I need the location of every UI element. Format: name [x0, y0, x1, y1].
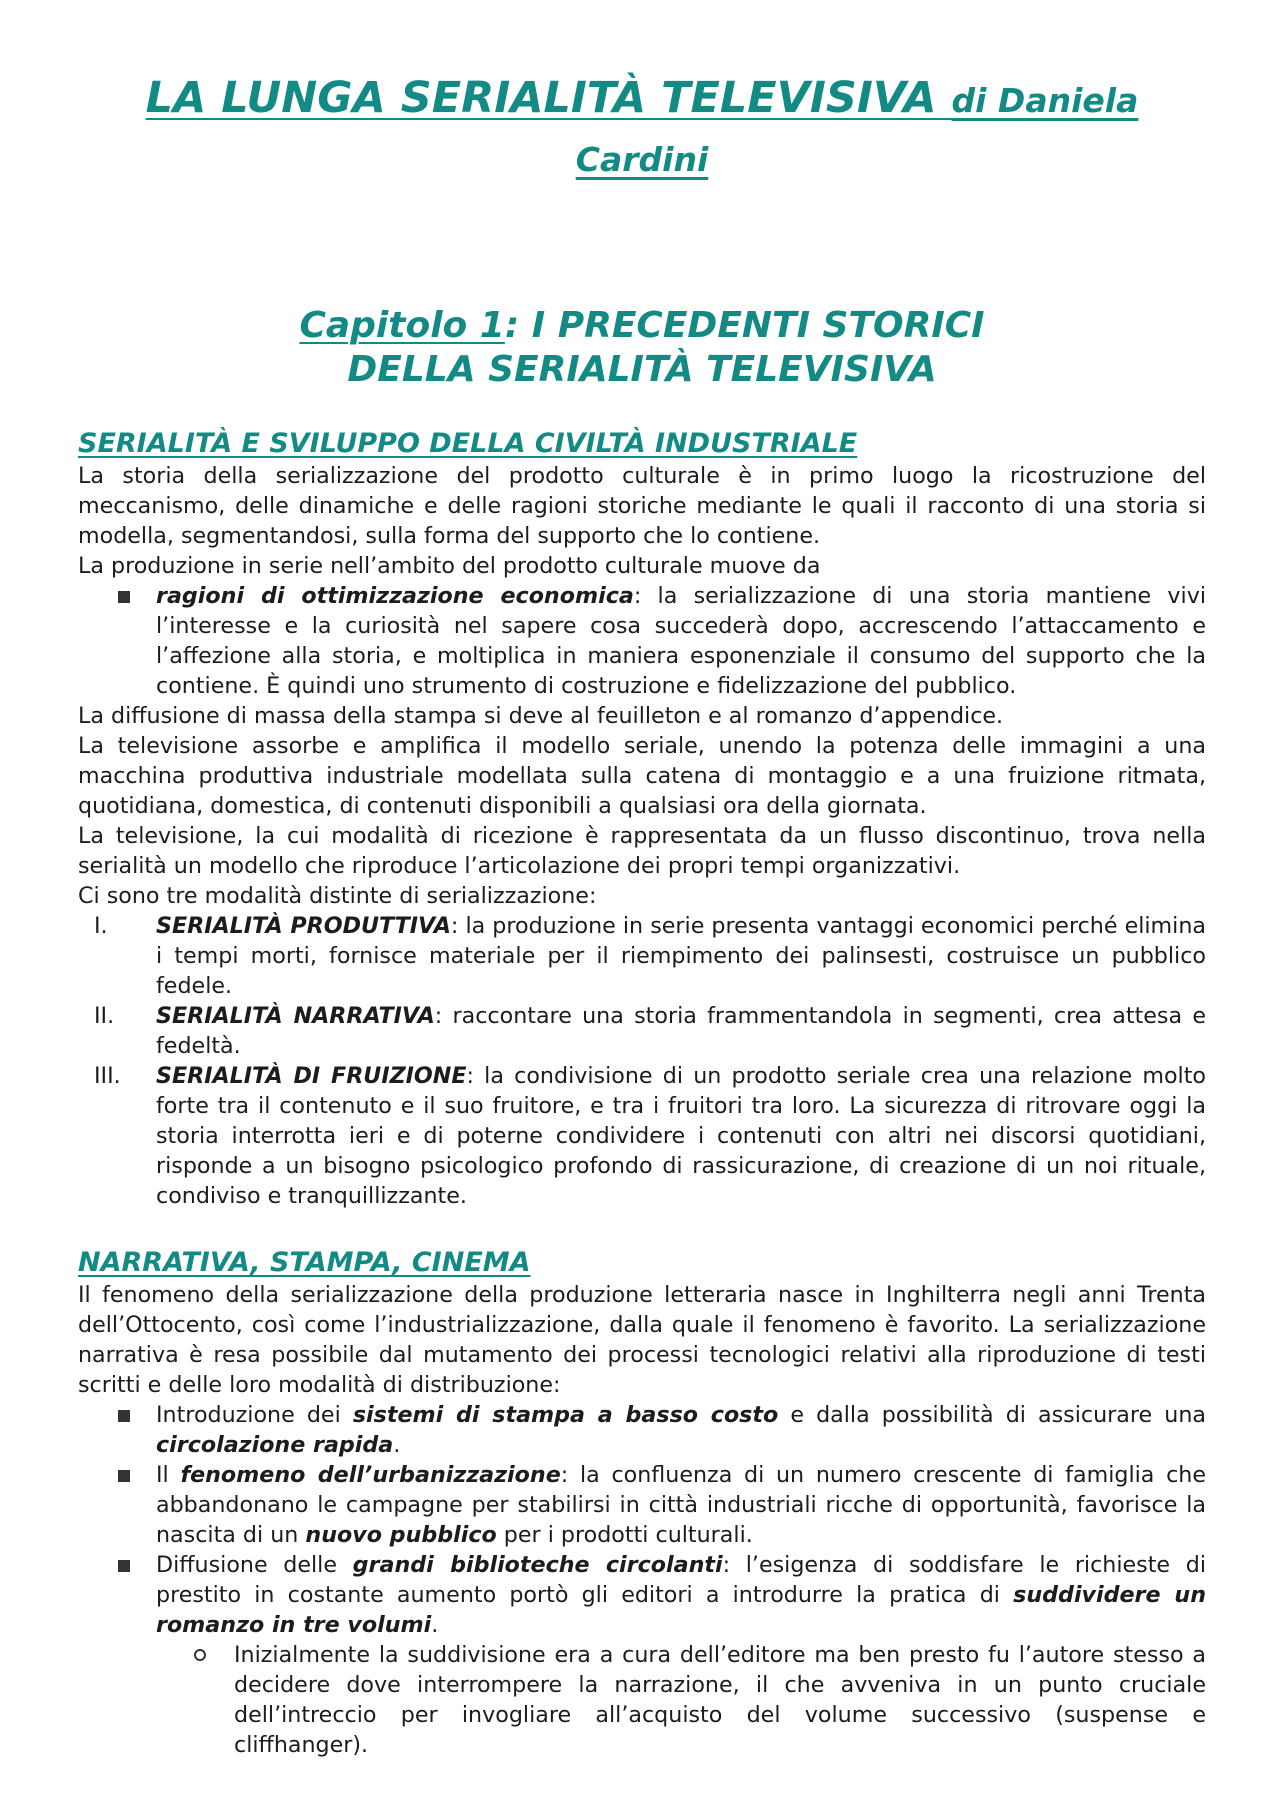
- section-heading-narrative: NARRATIVA, STAMPA, CINEMA: [78, 1247, 531, 1278]
- title-author: di Daniela Cardini: [575, 81, 1139, 179]
- list-item-text: : raccontare una storia frammentandola in segmenti, crea attesa e fedeltà.: [156, 1003, 1206, 1059]
- emphasis: ragioni di ottimizzazione economica: [156, 583, 634, 609]
- list-item: [94, 1061, 1206, 1211]
- list-item: [94, 911, 1206, 1001]
- list-item-text: Diffusione delle: [156, 1552, 353, 1578]
- list-item: [156, 1400, 1206, 1460]
- list-item-text: per i prodotti culturali.: [496, 1522, 753, 1548]
- chapter-title-line1: I PRECEDENTI STORICI: [531, 305, 985, 346]
- sub-list-item: Inizialmente la suddivisione era a cura dell’editore ma ben presto fu l’autore stesso a decidere dove interrompere la narrazione, il che avveniva in un punto cruciale dell’intreccio per invogliare all’acquisto del volume successivo (suspense e cliffhanger).: [234, 1642, 1206, 1758]
- chapter-label: Capitolo 1: [299, 305, 505, 346]
- emphasis: circolazione rapida: [156, 1432, 394, 1458]
- title-main: LA LUNGA SERIALITÀ TELEVISIVA: [145, 73, 937, 123]
- list-item-text: : la serializzazione di una storia mantiene vivi l’interesse e la curiosità nel sapere cosa succederà dopo, accrescendo l’attaccamento e l’affezione alla storia, e moltiplica in maniera esponenziale il consumo del supporto che la contiene. È quindi uno strumento di costruzione e fidelizzazione del pubblico.: [156, 583, 1206, 699]
- emphasis: SERIALITÀ DI FRUIZIONE: [156, 1063, 467, 1089]
- document-title: [78, 70, 1206, 188]
- list-item-text: : la produzione in serie presenta vantaggi economici perché elimina i tempi morti, fornisce materiale per il riempimento dei palinsesti, costruisce un pubblico fedele.: [156, 913, 1206, 999]
- section-heading-seriality: SERIALITÀ E SVILUPPO DELLA CIVILTÀ INDUSTRIALE: [78, 428, 858, 459]
- bullet-list: [78, 581, 1206, 701]
- list-number: II.: [94, 1003, 115, 1029]
- paragraph: La televisione, la cui modalità di ricezione è rappresentata da un flusso discontinuo, trova nella serialità un modello che riproduce l’articolazione dei propri tempi organizzativi.: [78, 823, 1206, 879]
- emphasis: sistemi di stampa a basso costo: [352, 1402, 779, 1428]
- emphasis: SERIALITÀ NARRATIVA: [156, 1003, 435, 1029]
- list-item-text: : la confluenza di un numero crescente di famiglia che abbandonano le campagne per stabilirsi in città industriali ricche di opportunità, favorisce la nascita di un: [156, 1462, 1207, 1548]
- emphasis: fenomeno dell’urbanizzazione: [180, 1462, 561, 1488]
- chapter-heading: [78, 304, 1206, 392]
- list-item-text: .: [393, 1432, 401, 1458]
- paragraph: La storia della serializzazione del prodotto culturale è in primo luogo la ricostruzione del meccanismo, delle dinamiche e delle ragioni storiche mediante le quali il racconto di una storia si modella, segmentandosi, sulla forma del supporto che lo contiene.: [78, 463, 1206, 549]
- emphasis: suddividere un romanzo in tre volumi: [156, 1582, 1206, 1638]
- document-page: [78, 70, 1206, 1760]
- chapter-title-line2: DELLA SERIALITÀ TELEVISIVA: [347, 349, 937, 390]
- paragraph: Ci sono tre modalità distinte di serializzazione:: [78, 883, 597, 909]
- list-item-text: : l’esigenza di soddisfare le richieste di prestito in costante aumento portò gli editori a introdurre la pratica di: [156, 1552, 1207, 1608]
- list-item-text: .: [431, 1612, 439, 1638]
- paragraph: La produzione in serie nell’ambito del prodotto culturale muove da: [78, 553, 821, 579]
- paragraph: La televisione assorbe e amplifica il modello seriale, unendo la potenza delle immagini a una macchina produttiva industriale modellata sulla catena di montaggio e a una fruizione ritmata, quotidiana, domestica, di contenuti disponibili a qualsiasi ora della giornata.: [78, 733, 1206, 819]
- list-item: [156, 581, 1206, 701]
- list-number: I.: [94, 913, 108, 939]
- emphasis: nuovo pubblico: [305, 1522, 497, 1548]
- list-item-text: Introduzione dei: [156, 1402, 353, 1428]
- emphasis: grandi biblioteche circolanti: [352, 1552, 723, 1578]
- paragraph: Il fenomeno della serializzazione della produzione letteraria nasce in Inghilterra negli anni Trenta dell’Ottocento, così come l’industrializzazione, dalla quale il fenomeno è favorito. La serializzazione narrativa è resa possibile dal mutamento dei processi tecnologici relativi alla riproduzione di testi scritti e delle loro modalità di distribuzione:: [78, 1282, 1206, 1398]
- list-item: [156, 1460, 1206, 1550]
- list-item-text: Il: [156, 1462, 181, 1488]
- list-item-text: : la condivisione di un prodotto seriale crea una relazione molto forte tra il contenuto e il suo fruitore, e tra i fruitori tra loro. La sicurezza di ritrovare oggi la storia interrotta ieri e di poterne condividere i contenuti con altri nei discorsi quotidiani, risponde a un bisogno psicologico profondo di rassicurazione, di creazione di un noi rituale, condiviso e tranquillizzante.: [156, 1063, 1206, 1209]
- list-item: [94, 1001, 1206, 1061]
- paragraph: La diffusione di massa della stampa si deve al feuilleton e al romanzo d’appendice.: [78, 703, 1004, 729]
- list-item: [156, 1550, 1206, 1760]
- sub-list: [156, 1640, 1206, 1760]
- emphasis: SERIALITÀ PRODUTTIVA: [156, 913, 451, 939]
- list-number: III.: [94, 1063, 121, 1089]
- bullet-list: [78, 1400, 1206, 1760]
- numbered-list: [78, 911, 1206, 1211]
- list-item-text: e dalla possibilità di assicurare una: [778, 1402, 1206, 1428]
- chapter-separator: :: [504, 305, 532, 346]
